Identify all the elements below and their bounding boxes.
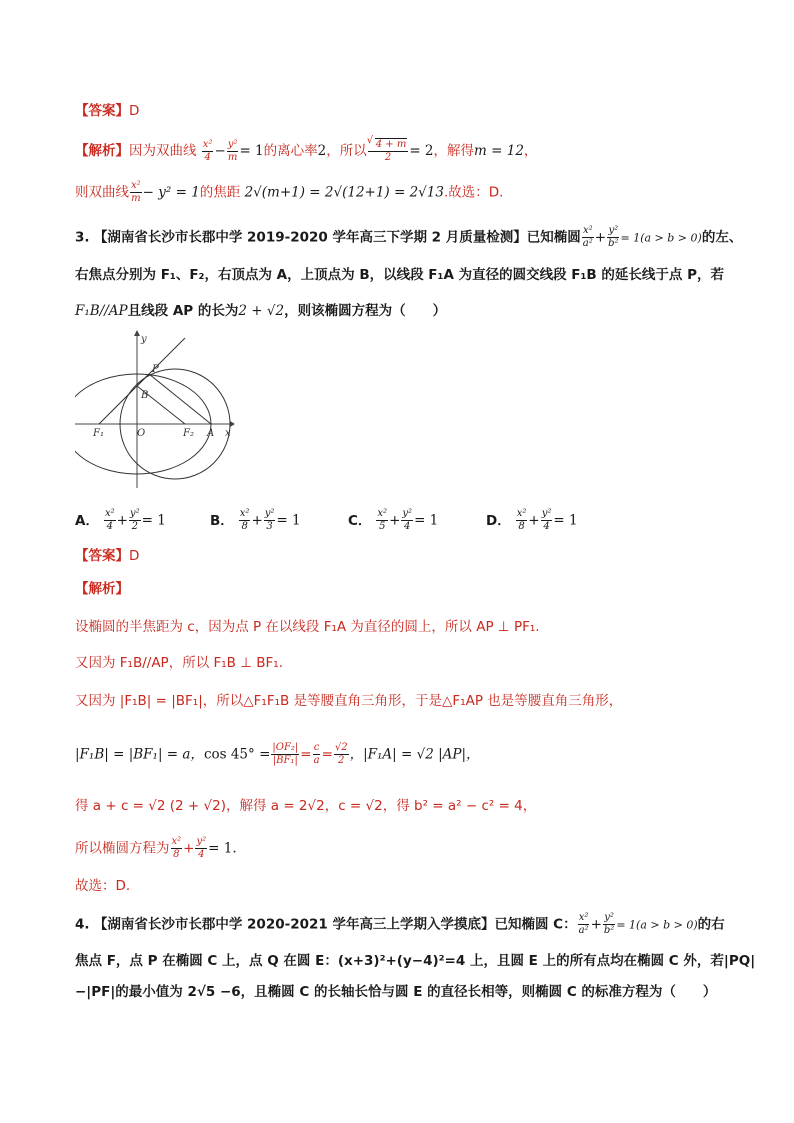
q2-analysis-line2: 则双曲线 $\frac{\text{x²}}{m}$ − y² = 1的焦距 2√(m+1) = 2√(12+1) = 2√13.故选：D. [75,180,504,204]
q3-stem-line2: 右焦点分别为 F₁、F₂，右顶点为 A，上顶点为 B，以线段 F₁A 为直径的圆交线段 F₁B 的延长线于点 P，若 [75,267,725,283]
question-source: 【湖南省长沙市长郡中学 2020-2021 学年高三上学期入学摸底】 [93,916,495,933]
question-number: 3. [75,229,90,246]
q2-analysis-line1: 【解析】因为双曲线 $\frac{\text{x²}}{4}$ − $\frac{\text{y²}}{m}$ = 1的离心率2，所以 √ $\frac{4 + m}{2}$ = 2，解得m = 12， [75,138,744,164]
label-a: A [207,428,215,439]
figure-background [75,328,235,496]
fraction: $\frac{\text{x²}}{4}$ [202,138,213,163]
label-o: O [137,428,146,439]
q3-solution-line6: 所以椭圆方程为 $\frac{\text{x²}}{8}$ + $\frac{\text{y²}}{4}$ = 1. [75,836,237,860]
option-a[interactable]: A． $\frac{\text{x²}}{4}$ + $\frac{\text{y²}}{2}$ = 1 [75,508,166,532]
q3-solution-line4: |F₁B| = |BF₁| = a，cos 45° = $\frac{\text{|OF₂|}}{\text{|BF₁|}}$ = $\frac{c}{a}$ = $\frac{√2}{2}$ ，|F₁A| = √2 |AP|， [75,742,480,766]
q4-stem-line3: −|PF|的最小值为 2√5 −6，且椭圆 C 的长轴长恰与圆 E 的直径长相等，则椭圆 C 的标准方程为（ ） [75,984,717,1000]
q3-solution-line3: 又因为 |F₁B| = |BF₁|，所以△F₁F₁B 是等腰直角三角形，于是△F₁AP 也是等腰直角三角形， [75,693,623,709]
fraction: $\frac{\text{y²}}{m}$ [227,138,238,163]
analysis-tag: 【解析】 [75,143,129,159]
q3-stem-line3: F₁B//AP且线段 AP 的长为2 + √2，则该椭圆方程为（ ） [75,303,447,319]
answer-value: D [129,103,140,119]
option-c[interactable]: C． $\frac{\text{x²}}{5}$ + $\frac{\text{y²}}{4}$ = 1 [348,508,439,532]
label-p: P [152,364,159,375]
fraction: $\frac{\text{x²}}{m}$ [131,180,141,204]
label-f1: F₁ [93,428,104,439]
answer-tag: 【答案】 [75,103,129,119]
q3-solution-line2: 又因为 F₁B//AP，所以 F₁B ⊥ BF₁. [75,655,284,671]
q3-answer-line: 【答案】D [75,548,140,564]
fraction: $\frac{\text{y²}}{\text{b²}}$ [608,225,619,249]
q4-stem-line2: 焦点 F，点 P 在椭圆 C 上，点 Q 在圆 E：(x+3)²+(y−4)²=4 上，且圆 E 上的所有点均在椭圆 C 外，若|PQ| [75,953,756,969]
q4-stem-line1: 4. 【湖南省长沙市长郡中学 2020-2021 学年高三上学期入学摸底】已知椭圆 C： $\frac{\text{x²}}{\text{a²}}$ + $\frac{\text{y²}}{\text{b²}}$ = 1(a > b > 0)的右 [75,912,725,936]
option-d[interactable]: D． $\frac{\text{x²}}{8}$ + $\frac{\text{y²}}{4}$ = 1 [486,508,578,532]
option-b[interactable]: B． $\frac{\text{x²}}{8}$ + $\frac{\text{y²}}{3}$ = 1 [210,508,301,532]
q3-solution-line5: 得 a + c = √2 (2 + √2)，解得 a = 2√2，c = √2，得 b² = a² − c² = 4， [75,798,537,814]
label-x: x [225,428,231,439]
q3-analysis-tag-line: 【解析】 [75,581,129,597]
ellipse-figure [75,328,235,496]
question-source: 【湖南省长沙市长郡中学 2019-2020 学年高三下学期 2 月质量检测】 [93,229,527,246]
q3-solution-line7: 故选：D. [75,878,131,894]
q3-stem-line1: 3. 【湖南省长沙市长郡中学 2019-2020 学年高三下学期 2 月质量检测】已知椭圆 $\frac{\text{x²}}{\text{a²}}$ + $\frac{\text{y²}}{\text{b²}}$ = 1(a > b > 0)的左、 [75,225,743,249]
label-f2: F₂ [183,428,194,439]
label-b: B [141,390,149,401]
q3-solution-line1: 设椭圆的半焦距为 c，因为点 P 在以线段 F₁A 为直径的圆上，所以 AP ⊥ PF₁. [75,619,540,635]
analysis-text: 因为双曲线 [129,143,197,159]
q2-answer-line [75,102,744,120]
label-y: y [141,334,147,345]
fraction-sqrt: √ $\frac{4 + m}{2}$ [368,138,409,164]
fraction: $\frac{\text{x²}}{\text{a²}}$ [582,225,593,249]
